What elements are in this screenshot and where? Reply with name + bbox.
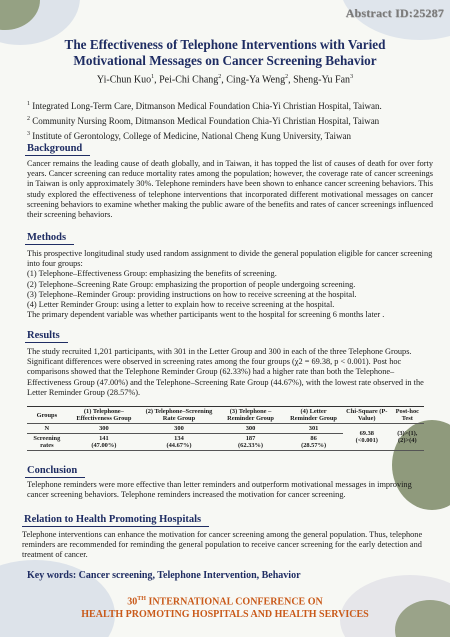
table-cell [284, 434, 343, 451]
table-header-cell: (1) Telephone–Effectiveness Group [67, 407, 141, 424]
methods-line-1: This prospective longitudinal study used random assignment to divide the general population eligible for cancer screening into four groups: [27, 249, 433, 269]
table-header-cell: Chi-Square (P-Value) [343, 407, 391, 424]
table-row [27, 424, 424, 434]
abstract-id: Abstract ID:25287 [345, 6, 444, 20]
table-header-cell: Post-hoc Test [391, 407, 424, 424]
affiliation-1: $^1$ Integrated Long-Term Care, Ditmanson Medical Foundation Chia-Yi Christian Hospital, Taiwan. [27, 101, 382, 111]
table-cell: N [27, 424, 67, 434]
table-cell: Screening rates [27, 434, 67, 451]
poster-title [0, 37, 450, 68]
methods-heading: Methods [25, 231, 74, 245]
p-value: (<0.001) [355, 437, 378, 444]
conclusion-text: Telephone reminders were more effective than letter reminders and outperform motivational messages in improving cancer screening behaviors. Telephone reminders increased the motivation for cancer screening. [27, 480, 412, 500]
methods-line-6: The primary dependent variable was whether participants went to the hospital for screening 6 months later . [27, 310, 385, 320]
table-header-cell: Groups [27, 407, 67, 424]
table-header-cell: (3) Telephone –Reminder Group [217, 407, 284, 424]
table-cell [141, 434, 217, 451]
rate-count: 187 [245, 435, 256, 442]
footer-ordinal: TH [137, 596, 146, 602]
rate-pct: (28.57%) [301, 442, 327, 449]
footer-line-1 [0, 593, 450, 609]
affiliation-3: $^3$ Institute of Gerontology, College of Medicine, National Cheng Kung University, Taiwan [27, 130, 351, 141]
table-cell-chi [343, 424, 391, 451]
methods-line-2: (1) Telephone–Effectiveness Group: emphasizing the benefits of screening. [27, 269, 277, 279]
table-cell: 301 [284, 424, 343, 434]
rate-pct: (44.67%) [166, 442, 192, 449]
authors: Yi-Chun Kuo$^1$, Pei-Chi Chang$^2$, Cing-Ya Weng$^2$, Sheng-Yu Fan$^3$ [96, 74, 354, 86]
rate-count: 141 [99, 435, 109, 442]
footer-line-2: HEALTH PROMOTING HOSPITALS AND HEALTH SERVICES [81, 608, 369, 620]
table-header-cell: (4) Letter Reminder Group [284, 407, 343, 424]
background-text: Cancer remains the leading cause of death globally, and in Taiwan, it has topped the list of causes of death for over forty years. Cancer screening can reduce mortality rates among the population; however, the coverage rate of cancer screenings in Taiwan is only approximately 30%. Telephone reminders have been shown to enhance cancer screening behaviors. This study explored the effectiveness of telephone interventions that incorporated different motivational messages on cancer screening behaviors to examine whether making the public aware of the benefits and rates of cancer screenings influenced their screening behaviors. [27, 159, 433, 220]
conclusion-heading: Conclusion [25, 464, 85, 478]
table-cell [217, 434, 284, 451]
results-heading: Results [25, 329, 68, 343]
methods-line-5: (4) Letter Reminder Group: using a letter to explain how to receive screening at the hospital. [27, 300, 335, 310]
methods-text [27, 249, 433, 320]
methods-line-4: (3) Telephone–Reminder Group: providing instructions on how to receive screening at the hospital. [27, 289, 357, 299]
table-cell: 300 [67, 424, 141, 434]
background-heading: Background [25, 142, 90, 156]
affiliation-2: $^2$ Community Nursing Room, Ditmanson Medical Foundation Chia-Yi Christian Hospital, Taiwan [27, 115, 380, 126]
affiliations [27, 98, 436, 142]
footer-number: 30 [127, 596, 138, 608]
chi-value: 69.38 [359, 430, 374, 437]
table-cell: 300 [217, 424, 284, 434]
results-table [27, 406, 424, 451]
table-header-cell: (2) Telephone–Screening Rate Group [141, 407, 217, 424]
table-cell-posthoc: (3)>(1), (2)>(4) [391, 424, 424, 451]
footer [0, 593, 450, 621]
table-header-row [27, 407, 424, 424]
footer-line-1-text: INTERNATIONAL CONFERENCE ON [145, 596, 323, 608]
keywords: Key words: Cancer screening, Telephone Intervention, Behavior [27, 570, 301, 581]
relation-heading: Relation to Health Promoting Hospitals [22, 513, 209, 527]
title-line-1: The Effectiveness of Telephone Interventions with Varied [64, 37, 386, 52]
relation-text: Telephone interventions can enhance the motivation for cancer screening among the general population. Thus, telephone reminders are recommended for reminding the general population to receive cancer screening for the early detection and treatment of cancer. [22, 530, 423, 560]
rate-count: 86 [310, 435, 317, 442]
results-text: The study recruited 1,201 participants, with 301 in the Letter Group and 300 in each of the three Telephone Groups. Significant differences were observed in screening rates among the four groups (χ2 = 69.38, p < 0.001). Post hoc comparisons showed that the Telephone Reminder Group (62.33%) had a higher rate than both the Telephone–Effectiveness Group (47.00%) and the Telephone–Screening Rate Group (44.67%), with the lowest rate observed in the Letter Reminder Group (28.57%). [27, 347, 424, 397]
rate-pct: (62.33%) [238, 442, 264, 449]
methods-line-3: (2) Telephone–Screening Rate Group: emphasizing the proportion of people undergoing screening. [27, 279, 356, 289]
title-line-2: Motivational Messages on Cancer Screening Behavior [73, 52, 377, 68]
table-cell: 300 [141, 424, 217, 434]
rate-count: 134 [174, 435, 184, 442]
table-cell [67, 434, 141, 451]
rate-pct: (47.00%) [91, 442, 117, 449]
